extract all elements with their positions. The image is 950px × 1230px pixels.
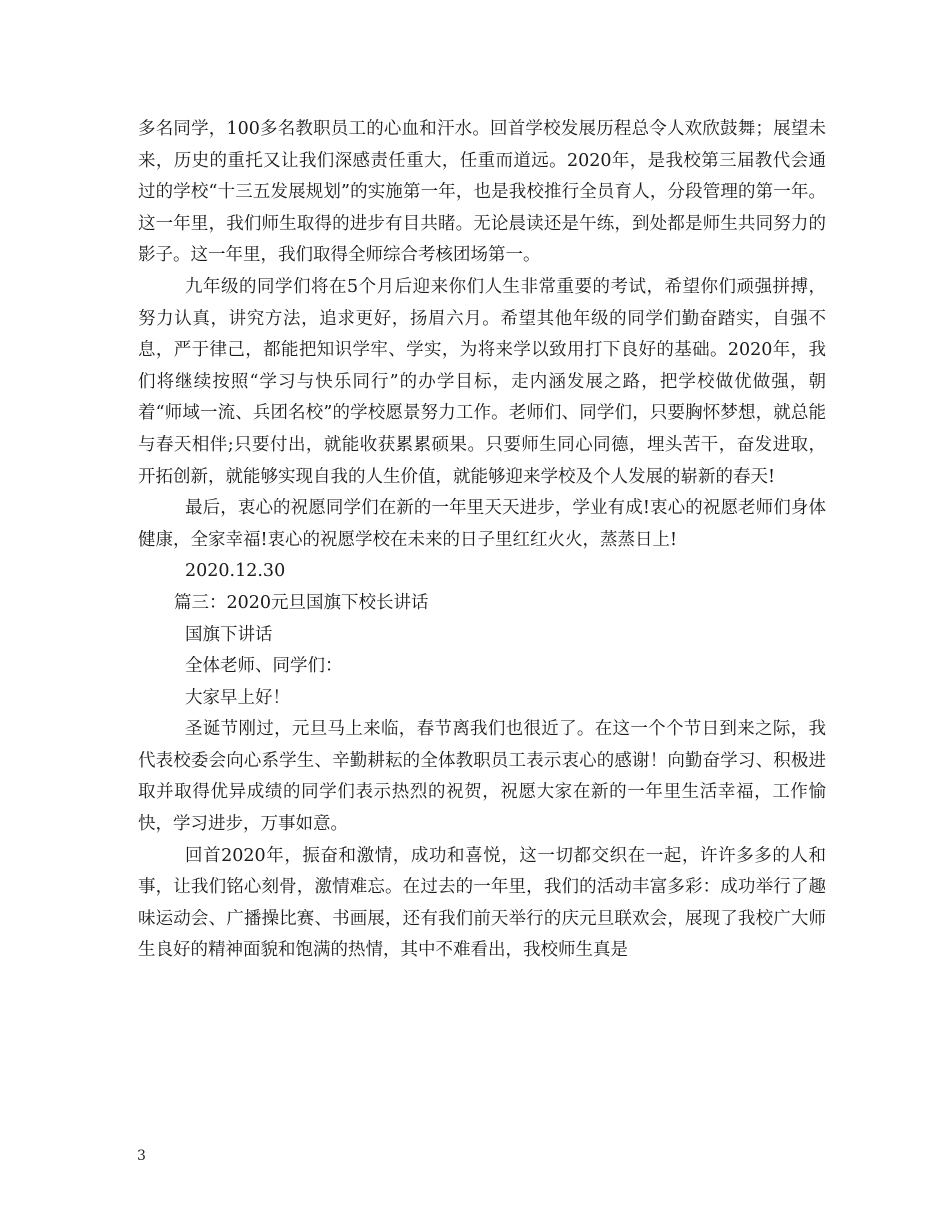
paragraph-closing-wishes: 最后，衷心的祝愿同学们在新的一年里天天进步，学业有成!衷心的祝愿老师们身体健康，全家幸福!衷心的祝愿学校在未来的日子里红红火火，蒸蒸日上! [138,498,826,550]
date-line: 2020.12.30 [185,561,286,582]
greeting: 大家早上好！ [185,687,290,708]
paragraph-year-review: 回首2020年，振奋和激情，成功和喜悦，这一切都交织在一起，许许多多的人和事，让我们铭心刻骨，激情难忘。在过去的一年里，我们的活动丰富多彩：成功举行了趣味运动会、广播操比赛、书画展，还有我们前天举行的庆元旦联欢会，展现了我校广大师生良好的精神面貌和饱满的热情，其中不难看出，我校师生真是 [138,845,826,961]
speech-title: 国旗下讲话 [185,624,273,645]
paragraph-school-review: 多名同学，100多名教职员工的心血和汗水。回首学校发展历程总令人欢欣鼓舞；展望未来，历史的重托又让我们深感责任重大，任重而道远。2020年，是我校第三届教代会通过的学校“十三五发展规划”的实施第一年，也是我校推行全员育人，分段管理的第一年。这一年里，我们师生取得的进步有目共睹。无论晨读还是午练，到处都是师生共同努力的影子。这一年里，我们取得全师综合考核团场第一。 [138,119,826,266]
salutation: 全体老师、同学们： [185,656,343,677]
paragraph-holiday-thanks: 圣诞节刚过，元旦马上来临，春节离我们也很近了。在这一个个节日到来之际，我代表校委会向心系学生、辛勤耕耘的全体教职员工表示衷心的感谢！向勤奋学习、积极进取并取得优异成绩的同学们表示热烈的祝贺，祝愿大家在新的一年里生活幸福，工作愉快，学习进步，万事如意。 [138,719,826,835]
section-heading: 篇三：2020元旦国旗下校长讲话 [174,592,429,613]
document-body [138,114,826,967]
paragraph-grade-nine-wishes: 九年级的同学们将在5个月后迎来你们人生非常重要的考试，希望你们顽强拼搏，努力认真，讲究方法，追求更好，扬眉六月。希望其他年级的同学们勤奋踏实，自强不息，严于律己，都能把知识学牢、学实，为将来学以致用打下良好的基础。2020年，我们将继续按照“学习与快乐同行”的办学目标，走内涵发展之路，把学校做优做强，朝着“师域一流、兵团名校”的学校愿景努力工作。老师们、同学们，只要胸怀梦想，就总能与春天相伴;只要付出，就能收获累累硕果。只要师生同心同德，埋头苦干，奋发进取，开拓创新，就能够实现自我的人生价值，就能够迎来学校及个人发展的崭新的春天! [138,276,826,487]
page-number: 3 [137,1148,146,1164]
